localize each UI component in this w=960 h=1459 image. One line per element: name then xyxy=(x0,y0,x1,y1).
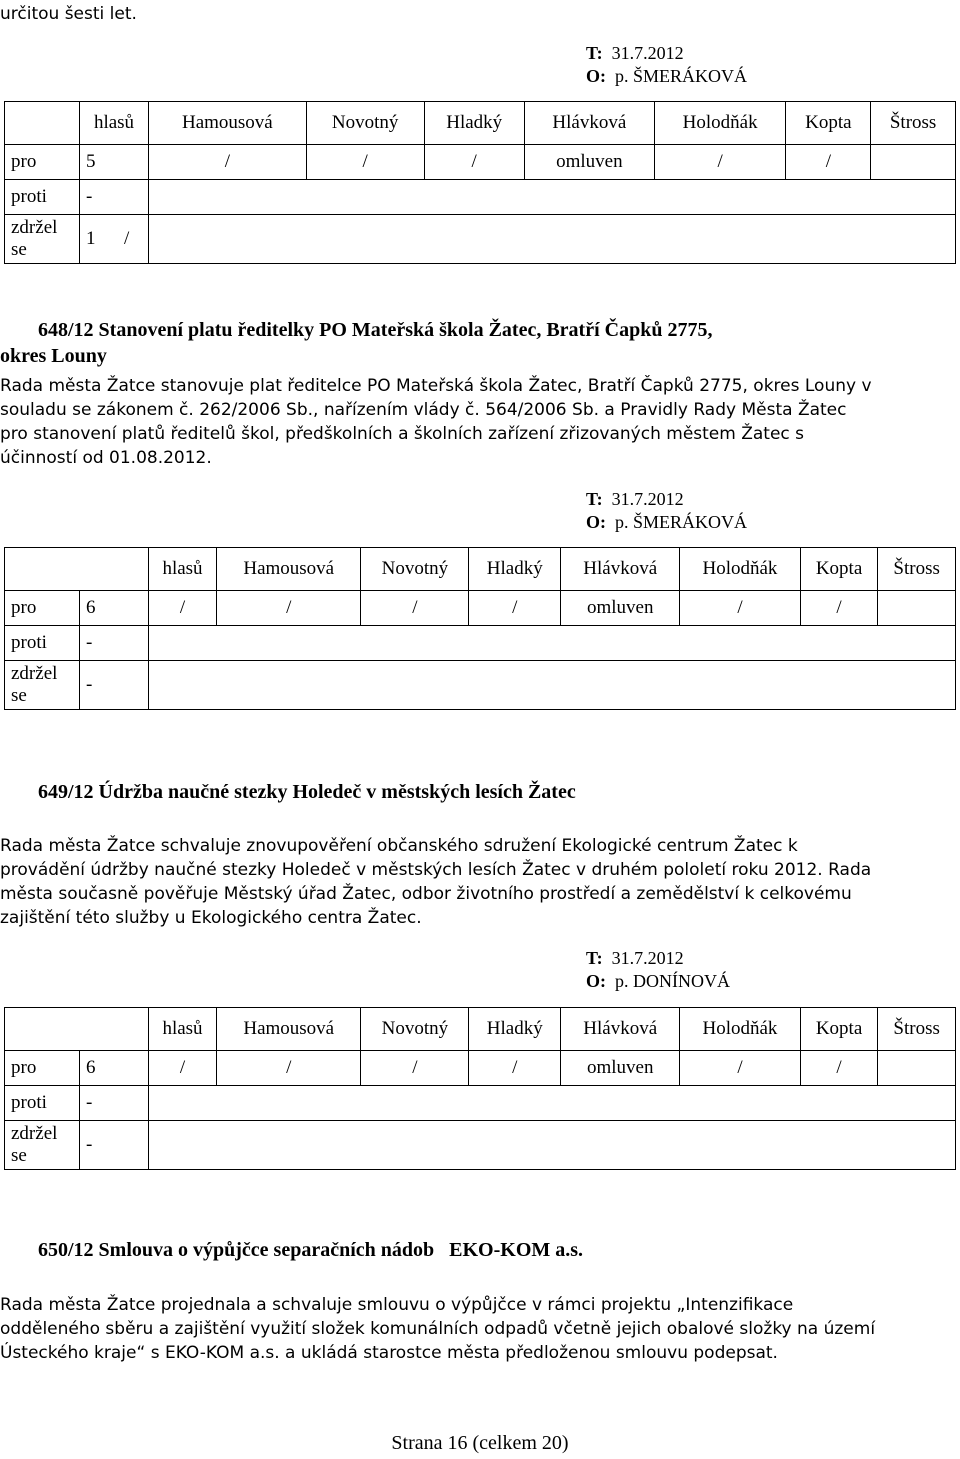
vote-cell: / xyxy=(306,145,424,180)
vote-table xyxy=(4,1007,956,1170)
item-650-text: Rada města Žatce projednala a schvaluje smlouvu o výpůjčce v rámci projektu „Intenzifikace odděleného sběru a zajištění využití složek komunálních odpadů včetně jejich obalové složky na území Ústeckého kraje“ s EKO-KOM a.s. a ukládá starostce města předloženou smlouvu podepsat. xyxy=(0,1295,876,1363)
vote-row-zdrzel: zdržel se - xyxy=(5,661,956,710)
header-cell: Holodňák xyxy=(680,1008,801,1051)
vote-table xyxy=(4,547,956,710)
header-cell: Kopta xyxy=(800,548,878,591)
vote-table-header-row xyxy=(5,102,956,145)
item-649-title: 649/12 Údržba naučné stezky Holedeč v městských lesích Žatec xyxy=(38,781,576,803)
deadline-line xyxy=(586,41,684,65)
header-cell: hlasů xyxy=(80,102,149,145)
row-label: proti xyxy=(5,180,80,215)
vote-cell: / xyxy=(424,145,524,180)
page-footer: Strana 16 (celkem 20) xyxy=(391,1432,569,1454)
header-cell: Hladký xyxy=(424,102,524,145)
vote-cell: / xyxy=(786,145,871,180)
header-cell: Štross xyxy=(878,1008,956,1051)
item-648-title-cont: okres Louny xyxy=(0,345,107,367)
header-cell: Hlávková xyxy=(561,548,680,591)
header-cell: hlasů xyxy=(149,548,217,591)
row-label: pro xyxy=(5,145,80,180)
vote-cell: / xyxy=(654,145,786,180)
vote-table-header-row xyxy=(5,1008,956,1051)
vote-cell: 5 xyxy=(80,145,149,180)
vote-row-proti: proti - xyxy=(5,626,956,661)
vote-row-zdrzel xyxy=(5,215,956,264)
header-cell: Hladký xyxy=(469,1008,561,1051)
vote-cell xyxy=(871,145,956,180)
header-cell: Štross xyxy=(878,548,956,591)
vote-table-header-row xyxy=(5,548,956,591)
owner-line xyxy=(586,64,747,88)
deadline-label: T: xyxy=(586,43,603,63)
header-cell: Hamousová xyxy=(217,548,361,591)
header-cell: Kopta xyxy=(786,102,871,145)
item-648-title: 648/12 Stanovení platu ředitelky PO Mateřská škola Žatec, Bratří Čapků 2775, xyxy=(38,319,713,341)
header-cell: Hladký xyxy=(469,548,561,591)
vote-cell: / xyxy=(149,145,307,180)
header-cell: Novotný xyxy=(361,548,469,591)
vote-row-proti xyxy=(5,180,956,215)
vote-table xyxy=(4,101,956,264)
owner-line: O: p. DONÍNOVÁ xyxy=(586,971,730,991)
vote-cell: - xyxy=(80,180,149,215)
vote-row-proti: proti - xyxy=(5,1086,956,1121)
item-648-text: Rada města Žatce stanovuje plat ředitelce PO Mateřská škola Žatec, Bratří Čapků 2775, okres Louny v souladu se zákonem č. 262/2006 Sb., nařízením vlády č. 564/2006 Sb. a Pravidly Rady Města Žatec pro stanovení platů ředitelů škol, předškolních a školních zařízení zřizovaných městem Žatec s účinností od 01.08.2012. xyxy=(0,376,872,468)
vote-row-zdrzel: zdržel se - xyxy=(5,1121,956,1170)
vote-row-pro xyxy=(5,145,956,180)
header-cell: Hamousová xyxy=(149,102,307,145)
vote-row-pro: pro 6 / / / / omluven / / xyxy=(5,1051,956,1086)
intro-text: určitou šesti let. xyxy=(0,4,137,24)
header-cell: Hamousová xyxy=(217,1008,361,1051)
header-cell: hlasů xyxy=(149,1008,217,1051)
item-650-title: 650/12 Smlouva o výpůjčce separačních nádob EKO-KOM a.s. xyxy=(38,1239,584,1261)
header-cell: Novotný xyxy=(306,102,424,145)
owner-line: O: p. ŠMERÁKOVÁ xyxy=(586,512,748,532)
vote-cell: omluven xyxy=(524,145,654,180)
deadline-line: T: 31.7.2012 xyxy=(586,948,684,968)
header-cell: Novotný xyxy=(361,1008,469,1051)
vote-cell: 1 / xyxy=(80,215,149,264)
header-cell: Holodňák xyxy=(654,102,786,145)
header-cell: Holodňák xyxy=(680,548,801,591)
owner-label: O: xyxy=(586,66,606,86)
item-649-text: Rada města Žatce schvaluje znovupověření občanského sdružení Ekologické centrum Žatec k provádění údržby naučné stezky Holedeč v městských lesích Žatec v druhém pololetí roku 2012. Rada města současně pověřuje Městský úřad Žatec, odbor životního prostředí a zemědělství k celkovému zajištění této služby u Ekologického centra Žatec. xyxy=(0,836,872,928)
deadline-date: 31.7.2012 xyxy=(611,43,684,63)
header-cell: Štross xyxy=(871,102,956,145)
header-cell: Hlávková xyxy=(524,102,654,145)
row-label: zdržel se xyxy=(5,215,80,264)
vote-row-pro: pro 6 / / / / omluven / / xyxy=(5,591,956,626)
owner-name: p. ŠMERÁKOVÁ xyxy=(615,66,748,86)
deadline-line: T: 31.7.2012 xyxy=(586,489,684,509)
header-cell: Kopta xyxy=(800,1008,878,1051)
header-cell: Hlávková xyxy=(561,1008,680,1051)
